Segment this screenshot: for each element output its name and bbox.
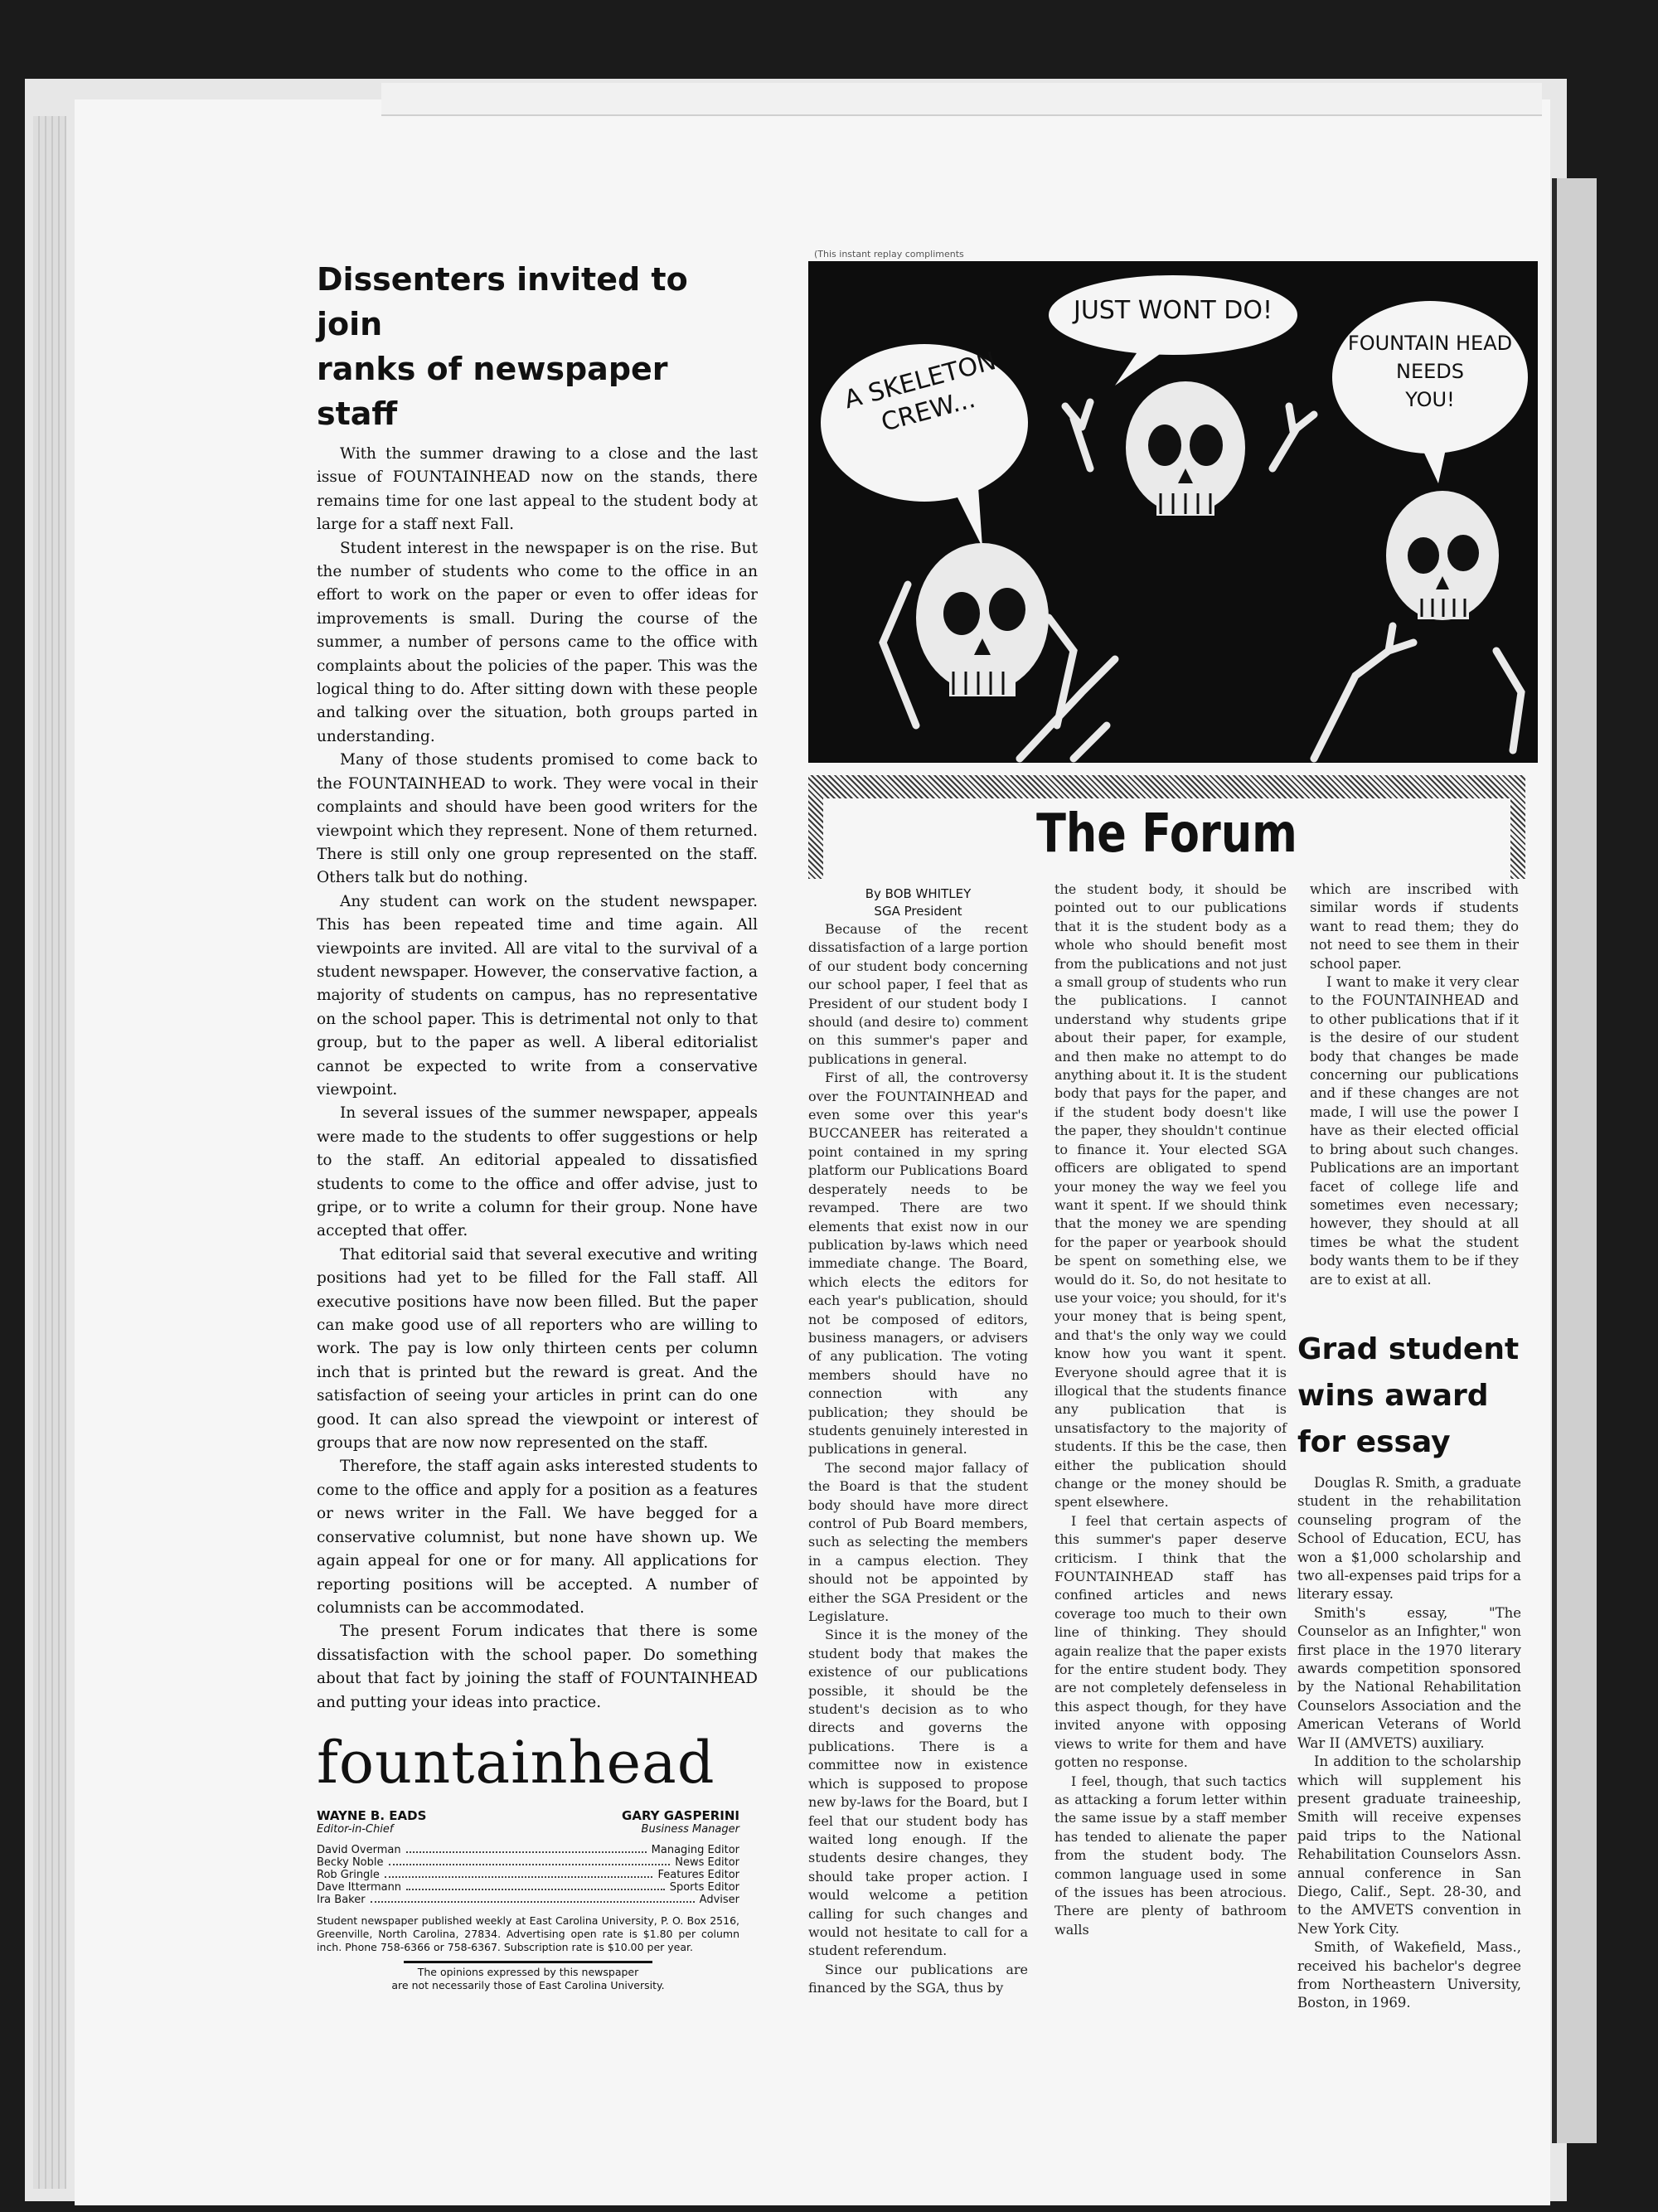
staff-row: David Overman Managing Editor xyxy=(317,1844,739,1856)
forum-col2-body xyxy=(1054,880,1287,1939)
paragraph: First of all, the controversy over the FOUNTAINHEAD and even some over this year's BUCCANEER has reiterated a point contained in my spring platform our Publications Board desperately needs to be revamped. There are two elements that exist now in our publication by-laws which need immediate change. The Board, which elects the editors for each year's publication, should not be composed of editors, business managers, or advisers of any publication. The voting members should have no connection with any publication; they should be students genuinely interested in publications in general. xyxy=(808,1070,1028,1458)
paragraph: Since it is the money of the student body that makes the existence of our publications possible, it should be the student's decision as to who directs and governs the publications. There is a committee now in existence which is supposed to propose new by-laws for the Board, but I feel that our student body has waited long enough. If the students desire changes, they should take proper action. I would welcome a petition calling for such changes and would not hesitate to call for a student referendum. xyxy=(808,1627,1028,1959)
forum-column-1 xyxy=(808,885,1028,1998)
paragraph: Smith's essay, "The Counselor as an Infighter," won first place in the 1970 literary awards competition sponsored by the National Rehabilitation Counselors Association and the American Veterans of World War II (AMVETS) auxiliary. xyxy=(1297,1604,1521,1751)
manager-role: Business Manager xyxy=(641,1823,739,1836)
headline-line-1: Dissenters invited to join xyxy=(317,261,688,342)
headline-line-2: ranks of newspaper staff xyxy=(317,351,668,432)
paragraph: the student body, it should be pointed out to our publications that it is the student body as a whole who should benefit most from the publications and not just a small group of students who run the publications. I cannot understand why students gripe about their paper, for example, and then make no attempt to do anything about it. It is the student body that pays for the paper, and if the student body doesn't like the paper, they shouldn't continue to finance it. Your elected SGA officers are obligated to spend your money the way we feel you want it spent. If we should think that the money we are spending for the paper or yearbook should be spent on something else, we would do it. So, do not hesitate to use your voice; you should, for it's your money that is being spent, and that's the only way we could know how you want it spent. Everyone should agree that it is illogical that the students finance any publication that is unsatisfactory to the majority of students. If this be the case, then either the publication should change or the money should be spent elsewhere. xyxy=(1054,881,1287,1511)
bubble-text-right: FOUNTAIN HEAD NEEDS YOU! xyxy=(1347,332,1513,411)
staff-row: Rob Gringle Features Editor xyxy=(317,1869,739,1881)
paragraph: Student interest in the newspaper is on the rise. But the number of students who come to the office in an effort to work on the paper or even to offer ideas for improvements is small. During the course of the summer, a number of persons came to the office with complaints about the policies of the paper. This was the logical thing to do. After sitting down with these people and talking over the situation, both groups parted in understanding. xyxy=(317,539,758,745)
forum-col3-body xyxy=(1310,880,1519,1289)
editor-name: WAYNE B. EADS xyxy=(317,1808,427,1823)
dissenters-body xyxy=(317,443,758,1715)
paragraph: I feel that certain aspects of this summer's paper deserve criticism. I think that the FOUNTAINHEAD staff has confined articles and news coverage too much to their own line of thinking. They should again realize that the paper exists for the entire student body. They are not completely defenseless in this aspect though, for they have invited anyone with opposing views to write for them and have gotten no response. xyxy=(1054,1512,1287,1771)
staff-row: Dave Ittermann Sports Editor xyxy=(317,1881,739,1894)
paragraph: Therefore, the staff again asks interested students to come to the office and apply for a position as a features or news writer in the Fall. We have begged for a conservative columnist, but none have shown up. We again appeal for one or for many. All applications for reporting positions will be accepted. A number of columnists can be accommodated. xyxy=(317,1458,758,1617)
editor-role: Editor-in-Chief xyxy=(317,1823,394,1836)
skull-right-icon xyxy=(1386,491,1499,620)
paragraph: Smith, of Wakefield, Mass., received his bachelor's degree from Northeastern University, Boston, in 1969. xyxy=(1297,1939,1521,2011)
paragraph: Because of the recent dissatisfaction of a large portion of our student body concerning our school paper, I feel that as President of our student body I should (and desire to) comment on this summer's paper and publications in general. xyxy=(808,921,1028,1067)
masthead-logo: fountainhead xyxy=(317,1729,715,1797)
paragraph: Douglas R. Smith, a graduate student in the rehabilitation counseling program of the School of Education, ECU, has won a $1,000 scholarship and two all-expenses paid trips for a literary essay. xyxy=(1297,1475,1521,1603)
disclaimer: The opinions expressed by this newspaper are not necessarily those of East Carolina University. xyxy=(391,1966,665,1991)
paragraph: which are inscribed with similar words if students want to read them; they do not need to see them in their school paper. xyxy=(1310,881,1519,972)
bubble-text-left: A SKELETON CREW... xyxy=(841,346,1000,438)
forum-title: The Forum xyxy=(1036,803,1297,865)
masthead-officers xyxy=(317,1808,739,1836)
top-page-edge xyxy=(381,83,1542,116)
manager-name: GARY GASPERINI xyxy=(622,1808,739,1823)
paragraph: Many of those students promised to come back to the FOUNTAINHEAD to work. They were vocal in their complaints and should have been good writers for the viewpoint which they represent. None of them returned. There is still only one group represented on the staff. Others talk but do nothing. xyxy=(317,751,758,887)
paragraph: Any student can work on the student newspaper. This has been repeated time and time again. All viewpoints are invited. All are vital to the survival of a student newspaper. However, the conservative faction, a majority of students on campus, has no representative on the school paper. This is detrimental not only to that group, but to the paper as well. A liberal editorialist cannot be expected to write from a conservative viewpoint. xyxy=(317,892,758,1099)
masthead xyxy=(317,1729,739,1992)
paragraph: That editorial said that several executive and writing positions had yet to be filled for the Fall staff. All executive positions have now been filled. But the paper can make good use of all reporters who are willing to work. The pay is low only thirteen cents per column inch that is printed but the reward is great. And the satisfaction of seeing your articles in print can do one good. It can also spread the viewpoint or interest of groups that are now now represented on the staff. xyxy=(317,1245,758,1453)
skeleton-cartoon xyxy=(808,261,1538,763)
paragraph: I want to make it very clear to the FOUNTAINHEAD and to other publications that if it is the desire of our student body that changes be made concerning our publications and if these changes are not made, I will use the power I have as their elected official to bring about such changes. Publications are an important facet of college life and sometimes even necessary; however, they should at all times be what the student body wants them to be if they are to exist at all. xyxy=(1310,974,1519,1288)
grad-article xyxy=(1297,1327,1521,2013)
staff-row: Becky Noble News Editor xyxy=(317,1856,739,1869)
dissenters-headline xyxy=(317,257,758,436)
forum-column-2 xyxy=(1054,880,1287,1939)
forum-column-3 xyxy=(1310,880,1519,1289)
cartoon-caption: (This instant replay compliments xyxy=(814,249,964,260)
forum-byline: By BOB WHITLEY SGA President xyxy=(865,886,972,919)
stacked-page-edges xyxy=(33,116,66,2189)
forum-banner-inner xyxy=(823,798,1510,879)
dissenters-article xyxy=(317,257,758,1715)
paragraph: The second major fallacy of the Board is that the student body should have more direct control of Pub Board members, such as selecting the members in a campus election. They should not be appointed by either the SGA President or the Legislature. xyxy=(808,1459,1028,1625)
paragraph: With the summer drawing to a close and the last issue of FOUNTAINHEAD now on the stands, there remains time for one last appeal to the student body at large for a staff next Fall. xyxy=(317,445,758,534)
publication-info: Student newspaper published weekly at East Carolina University, P. O. Box 2516, Greenville, North Carolina, 27834. Advertising open rate is $1.80 per column inch. Phone 758-6366 or 758-6367. Subscription rate is $10.00 per year. xyxy=(317,1914,739,1953)
bubble-text-center: JUST WONT DO! xyxy=(1073,296,1273,325)
forum-col1-body xyxy=(808,920,1028,1998)
binding-edge xyxy=(1552,178,1597,2143)
divider xyxy=(404,1961,652,1963)
forum-banner xyxy=(808,775,1525,879)
staff-row: Ira Baker Adviser xyxy=(317,1894,739,1906)
paragraph: I feel, though, that such tactics as attacking a forum letter within the same issue by a staff member has tended to alienate the paper from the student body. The common language used in some of the issues has been atrocious. There are plenty of bathroom walls xyxy=(1054,1773,1287,1938)
paragraph: The present Forum indicates that there is some dissatisfaction with the school paper. Do something about that fact by joining the staff of FOUNTAINHEAD and putting your ideas into practice. xyxy=(317,1623,758,1711)
paragraph: Since our publications are financed by the SGA, thus by xyxy=(808,1961,1028,1996)
paragraph: In several issues of the summer newspaper, appeals were made to the students to offer suggestions or help to the staff. An editorial appealed to dissatisfied students to come to the office and offer advise, just to gripe, or to write a column for their group. None have accepted that offer. xyxy=(317,1104,758,1240)
grad-body xyxy=(1297,1474,1521,2013)
paragraph: In addition to the scholarship which will supplement his present graduate traineeship, Smith will receive expenses paid trips to the National Rehabilitation Counselors Assn. annual conference in San Diego, Calif., Sept. 28-30, and to the AMVETS convention in New York City. xyxy=(1297,1754,1521,1937)
staff-list xyxy=(317,1844,739,1906)
grad-headline: Grad student wins award for essay xyxy=(1297,1332,1520,1459)
